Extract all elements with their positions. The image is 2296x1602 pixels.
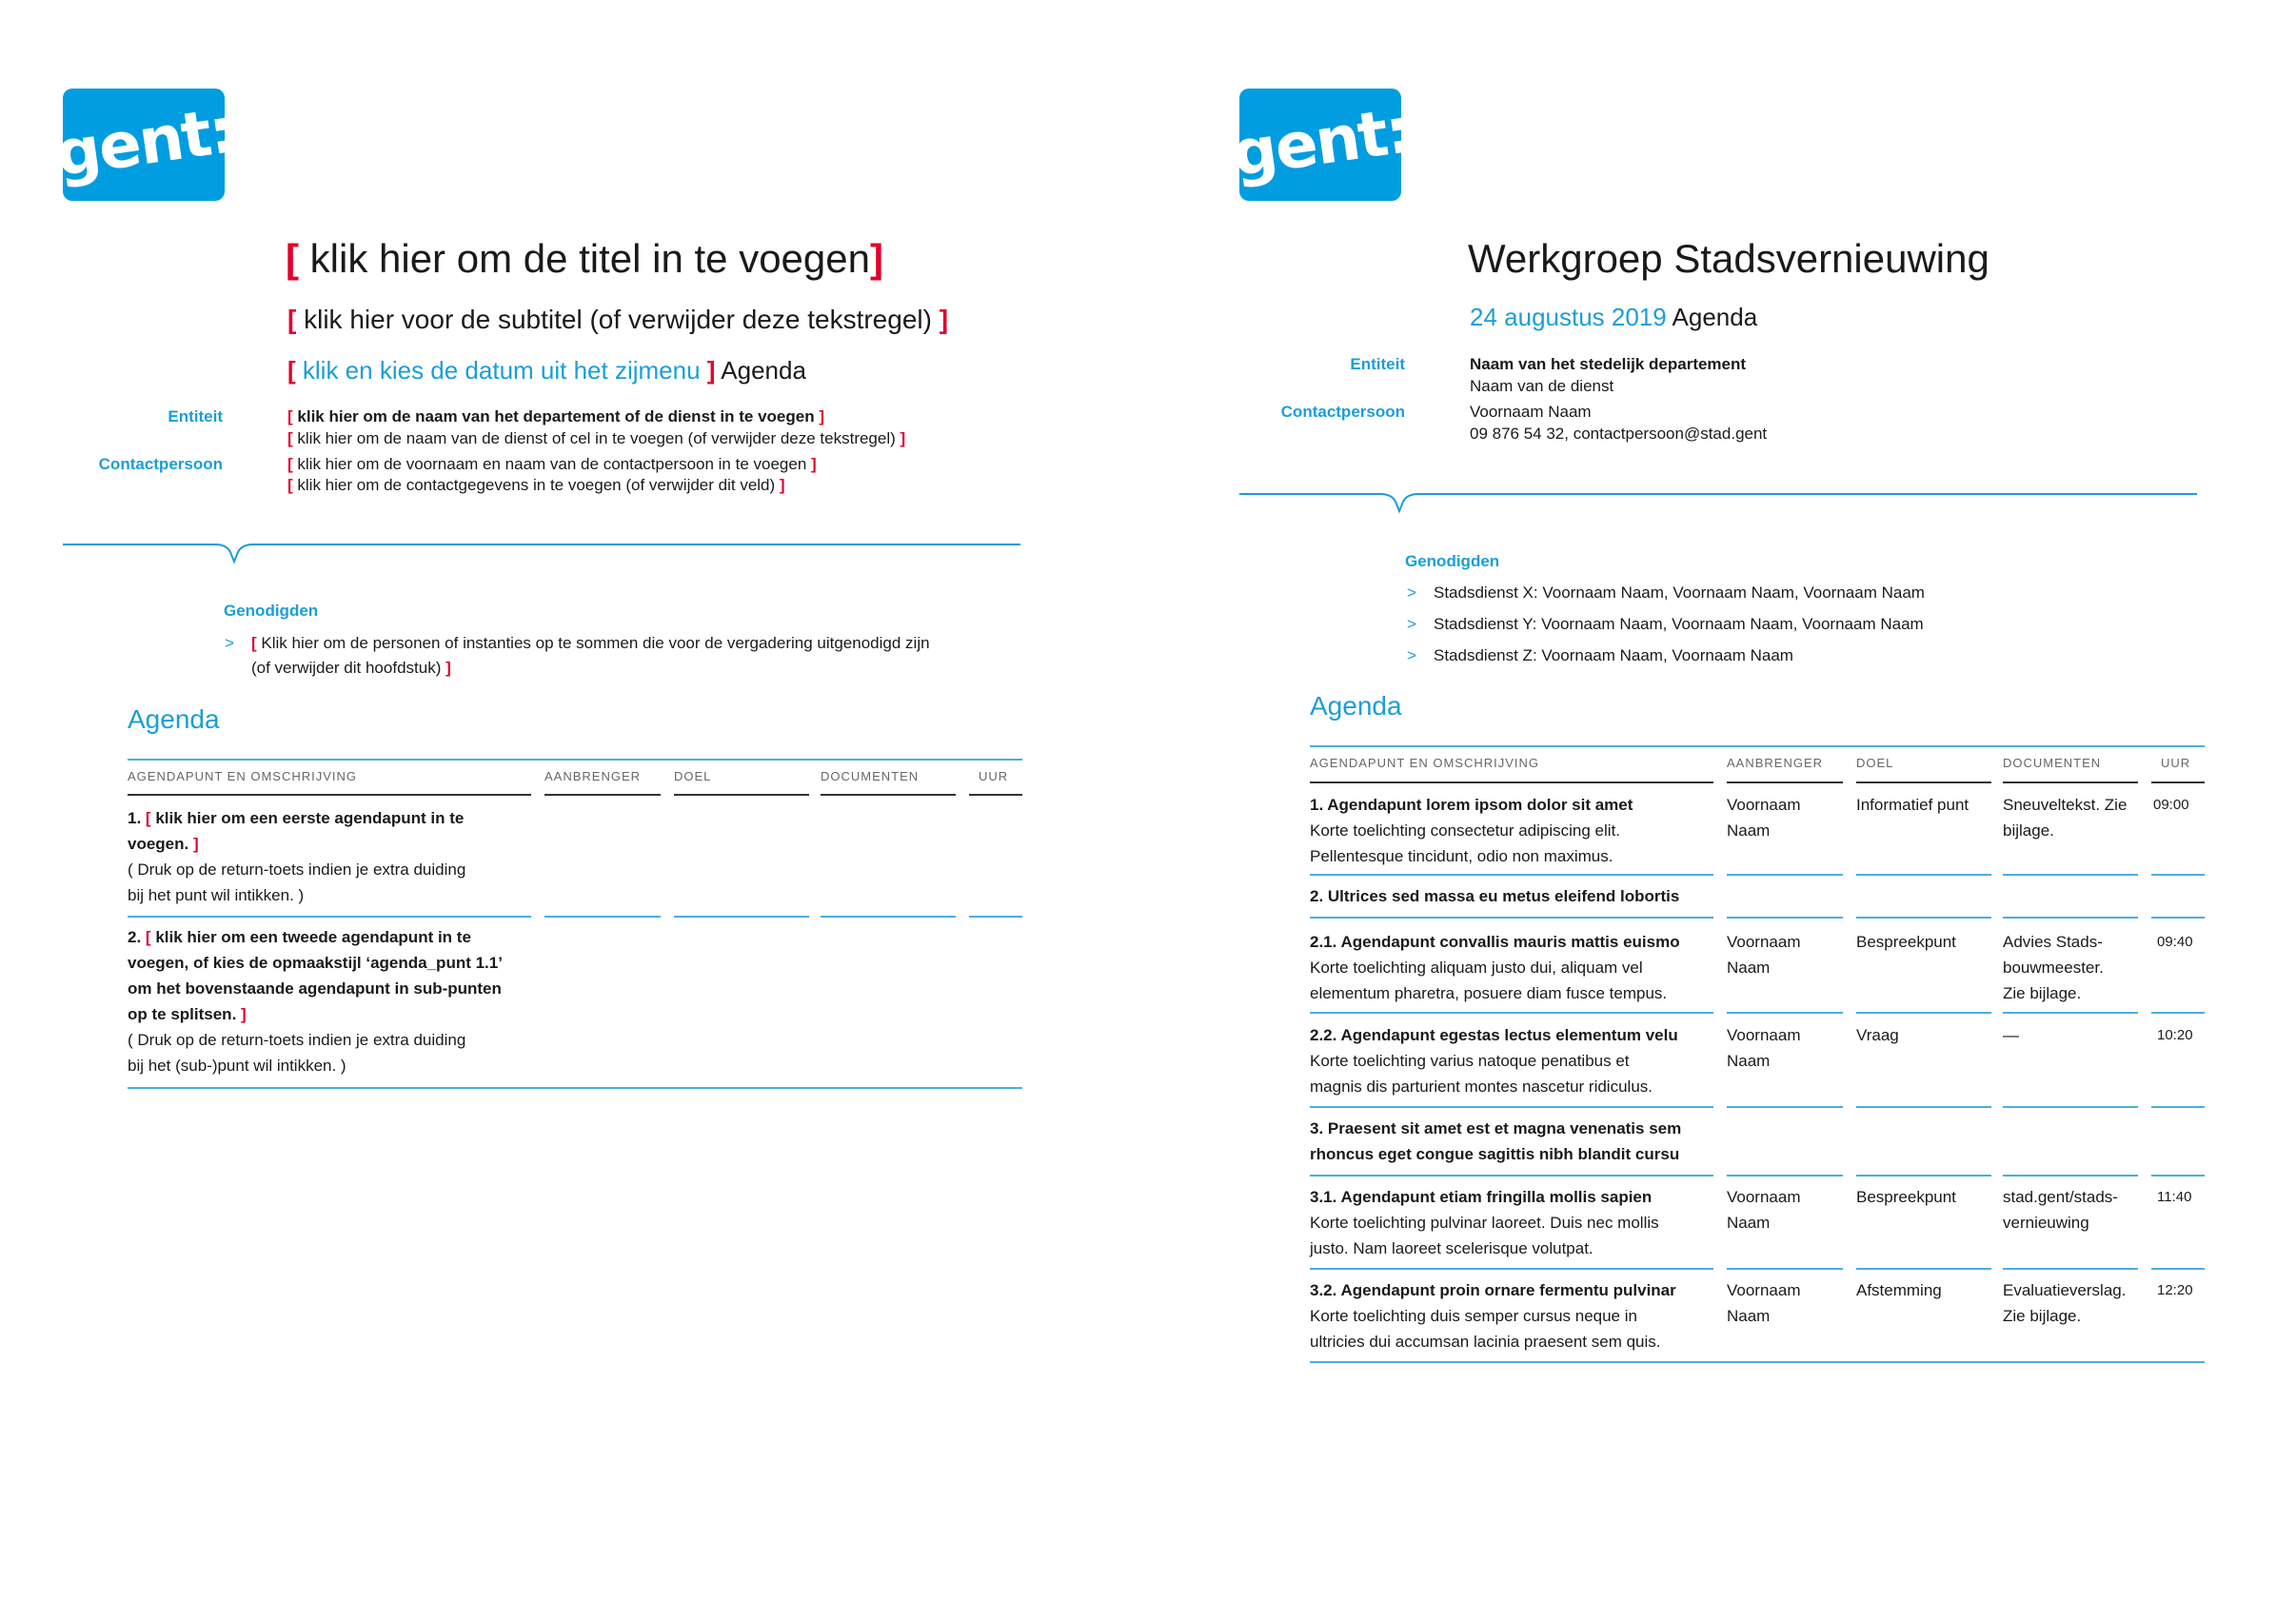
row-rule [128, 916, 531, 918]
row-rule [1727, 1268, 1843, 1270]
row-rule [1310, 874, 1713, 876]
row-rule [1856, 874, 1991, 876]
row-rule [2151, 1012, 2205, 1014]
column-header-presenter: AANBRENGER [544, 769, 642, 783]
header-rule [674, 794, 809, 796]
header-rule [2003, 781, 2138, 783]
contact-details-prompt[interactable]: [ klik hier om de contactgegevens in te voegen (of verwijder dit veld) ] [287, 476, 785, 494]
time-cell: 10:20 [2157, 1027, 2193, 1043]
row-rule [2151, 874, 2205, 876]
list-item: > Stadsdienst Y: Voornaam Naam, Voornaam Naam, Voornaam Naam [1434, 612, 1924, 637]
row-rule [2003, 917, 2138, 919]
column-header-documents: DOCUMENTEN [2003, 756, 2102, 770]
goal-cell: Bespreekpunt [1856, 933, 1956, 951]
list-item: > Stadsdienst X: Voornaam Naam, Voornaam Naam, Voornaam Naam [1434, 581, 1925, 605]
header-rule [821, 794, 956, 796]
row-rule [1856, 1012, 1991, 1014]
column-header-documents: DOCUMENTEN [821, 769, 920, 783]
row-rule [544, 916, 661, 918]
goal-cell: Vraag [1856, 1026, 1899, 1044]
entity-service-prompt[interactable]: [ klik hier om de naam van de dienst of cel in te voegen (of verwijder deze tekstregel) ] [287, 429, 906, 447]
invitee-prompt[interactable]: > [ Klik hier om de personen of instanties op te sommen die voor de vergadering uitgenodigd zijn (of verwijder dit hoofdstuk) ] [251, 631, 1032, 681]
subtitle-prompt[interactable]: [ klik hier voor de subtitel (of verwijder deze tekstregel) ] [287, 305, 949, 334]
documents-cell: stad.gent/stads- vernieuwing [2003, 1188, 2118, 1232]
column-header-item: AGENDAPUNT EN OMSCHRIJVING [128, 769, 358, 783]
row-rule [2151, 1268, 2205, 1270]
invitees-label: Genodigden [224, 602, 319, 620]
documents-cell: — [2003, 1026, 2019, 1044]
agenda-item-prompt[interactable]: 1. [ klik hier om een eerste agendapunt in te voegen. ] ( Druk op de return-toets indien je extra duiding bij het punt wil intikken. ) [128, 809, 466, 904]
column-header-time: UUR [979, 769, 1009, 783]
row-rule [1856, 917, 1991, 919]
entity-service: Naam van de dienst [1470, 377, 1614, 395]
table-top-rule [128, 759, 1022, 761]
row-rule [2003, 1106, 2138, 1108]
presenter-cell: Voornaam Naam [1727, 1026, 1801, 1070]
column-header-item: AGENDAPUNT EN OMSCHRIJVING [1310, 756, 1540, 770]
column-header-time: UUR [2161, 756, 2191, 770]
row-rule [1727, 1012, 1843, 1014]
row-rule [2003, 874, 2138, 876]
example-page [1148, 0, 2296, 1602]
row-rule [2151, 1175, 2205, 1177]
section-divider [63, 533, 1020, 567]
page-title: Werkgroep Stadsvernieuwing [1468, 236, 1989, 281]
row-rule [1310, 1268, 1713, 1270]
chevron-right-icon: > [1407, 583, 1416, 602]
column-header-presenter: AANBRENGER [1727, 756, 1824, 770]
section-divider [1239, 483, 2197, 517]
row-rule [1310, 917, 1713, 919]
header-rule [128, 794, 531, 796]
entity-department-prompt[interactable]: [ klik hier om de naam van het departement of de dienst in te voegen ] [287, 407, 824, 425]
row-rule [1310, 1175, 1713, 1177]
goal-cell: Bespreekpunt [1856, 1188, 1956, 1206]
title-prompt[interactable]: [ klik hier om de titel in te voegen] [286, 236, 883, 281]
agenda-item-prompt[interactable]: 2. [ klik hier om een tweede agendapunt in te voegen, of kies de opmaakstijl ‘agenda_punt 1.1’ om het bovenstaande agendapunt in sub-punten op te splitsen. ] ( Druk op de return-toets indien je extra duiding bij het (sub-)punt wil intikken. ) [128, 928, 503, 1075]
goal-cell: Informatief punt [1856, 796, 1969, 814]
chevron-right-icon: > [1407, 615, 1416, 633]
header-rule [1727, 781, 1843, 783]
row-rule [2003, 1012, 2138, 1014]
contact-details: 09 876 54 32, contactpersoon@stad.gent [1470, 425, 1768, 443]
header-rule [544, 794, 661, 796]
row-rule [1856, 1268, 1991, 1270]
row-rule [1727, 874, 1843, 876]
presenter-cell: Voornaam Naam [1727, 1188, 1801, 1232]
invitees-label: Genodigden [1405, 552, 1500, 570]
presenter-cell: Voornaam Naam [1727, 933, 1801, 977]
row-rule [1856, 1106, 1991, 1108]
documents-cell: Sneuveltekst. Zie bijlage. [2003, 796, 2128, 840]
documents-cell: Evaluatieverslag. Zie bijlage. [2003, 1281, 2127, 1325]
row-rule [1727, 1106, 1843, 1108]
row-rule [1856, 1175, 1991, 1177]
contact-name: Voornaam Naam [1470, 403, 1592, 421]
contact-label: Contactpersoon [1280, 403, 1405, 421]
header-rule [2151, 781, 2205, 783]
presenter-cell: Voornaam Naam [1727, 1281, 1801, 1325]
row-rule [2003, 1175, 2138, 1177]
entity-label: Entiteit [168, 407, 223, 425]
column-header-goal: DOEL [674, 769, 712, 783]
gent-logo: gent: [63, 89, 225, 201]
gent-logo: gent: [1239, 89, 1401, 201]
table-row: 3. Praesent sit amet est et magna venenatis sem rhoncus eget congue sagittis nibh blandit cursu [1310, 1119, 1682, 1163]
row-rule [1727, 1175, 1843, 1177]
agenda-heading: Agenda [1310, 691, 1402, 721]
table-row: 1. Agendapunt lorem ipsom dolor sit amet Korte toelichting consectetur adipiscing elit. Pellentesque tincidunt, odio non maximus. [1310, 796, 1633, 865]
time-cell: 12:20 [2157, 1282, 2193, 1298]
table-top-rule [1310, 745, 2205, 747]
contact-name-prompt[interactable]: [ klik hier om de voornaam en naam van de contactpersoon in te voegen ] [287, 455, 817, 473]
column-header-goal: DOEL [1856, 756, 1894, 770]
time-cell: 09:00 [2153, 797, 2189, 813]
row-rule [2151, 1106, 2205, 1108]
goal-cell: Afstemming [1856, 1281, 1942, 1299]
row-rule [821, 916, 956, 918]
table-bottom-rule [128, 1087, 1022, 1089]
header-rule [1310, 781, 1713, 783]
table-row: 3.2. Agendapunt proin ornare fermentu pulvinar Korte toelichting duis semper cursus neque in ultricies dui accumsan lacinia praesent sem quis. [1310, 1281, 1676, 1351]
row-rule [969, 916, 1022, 918]
row-rule [1310, 1012, 1713, 1014]
entity-department: Naam van het stedelijk departement [1470, 355, 1747, 373]
table-row: 2.1. Agendapunt convallis mauris mattis euismo Korte toelichting aliquam justo dui, aliquam vel elementum pharetra, posuere diam fusce tempus. [1310, 933, 1680, 1002]
chevron-right-icon: > [1407, 646, 1416, 664]
row-rule [2151, 917, 2205, 919]
date-prompt[interactable]: [ klik en kies de datum uit het zijmenu ] Agenda [287, 356, 806, 385]
list-item: > Stadsdienst Z: Voornaam Naam, Voornaam Naam [1434, 643, 1793, 668]
time-cell: 09:40 [2157, 934, 2193, 950]
date-line: 24 augustus 2019 Agenda [1470, 303, 1758, 331]
time-cell: 11:40 [2157, 1189, 2192, 1205]
row-rule [1727, 917, 1843, 919]
row-rule [2003, 1268, 2138, 1270]
header-rule [969, 794, 1022, 796]
contact-label: Contactpersoon [98, 455, 223, 473]
row-rule [674, 916, 809, 918]
table-row: 2.2. Agendapunt egestas lectus elementum velu Korte toelichting varius natoque penatibus et magnis dis parturient montes nascetur ridiculus. [1310, 1026, 1678, 1096]
presenter-cell: Voornaam Naam [1727, 796, 1801, 840]
header-rule [1856, 781, 1991, 783]
table-row: 2. Ultrices sed massa eu metus eleifend lobortis [1310, 887, 1680, 905]
chevron-right-icon: > [225, 634, 234, 652]
entity-label: Entiteit [1350, 355, 1405, 373]
row-rule [1310, 1106, 1713, 1108]
table-bottom-rule [1310, 1361, 2205, 1363]
documents-cell: Advies Stads- bouwmeester. Zie bijlage. [2003, 933, 2104, 1002]
table-row: 3.1. Agendapunt etiam fringilla mollis sapien Korte toelichting pulvinar laoreet. Duis nec mollis justo. Nam laoreet scelerisque volutpat. [1310, 1188, 1659, 1257]
agenda-heading: Agenda [128, 704, 220, 734]
